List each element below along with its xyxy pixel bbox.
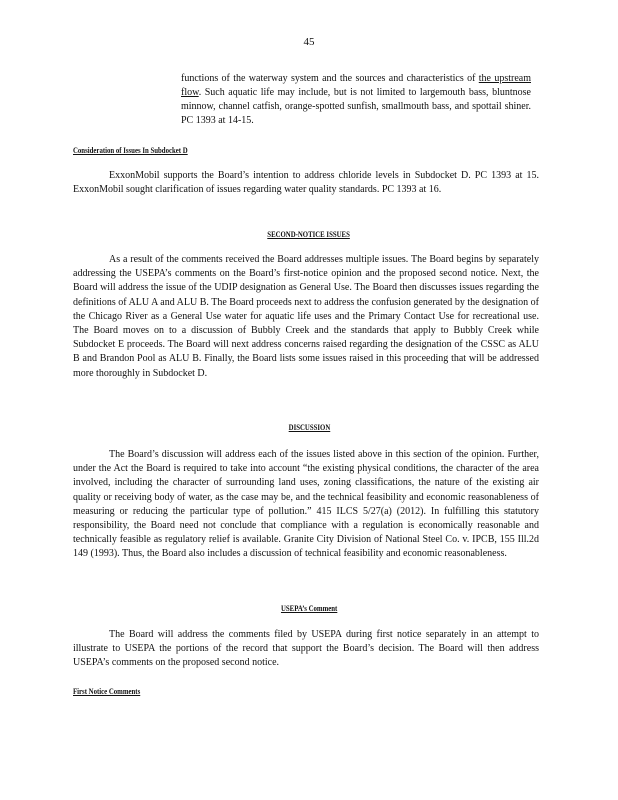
quote-underlined-text: the upstream flow: [181, 73, 531, 98]
block-quote: [181, 72, 531, 128]
heading-second-notice: [0, 230, 618, 239]
paragraph-discussion: The Board’s discussion will address each of the issues listed above in this section of the opinion. Further, under the Act the Board is required to take into account “the existing physical conditions, the character of the area involved, including the character of surrounding land uses, zoning classifications, the nature of the existing air quality or receiving body of water, as the case may be, and the technical feasibility and economic reasonableness of measuring or reducing the particular type of pollution.” 415 ILCS 5/27(a) (2012). In fulfilling this statutory responsibility, the Board need not conclude that compliance with a regulation is economically reasonable and technically feasible as regulatory relief is available. Granite City Division of National Steel Co. v. IPCB, 155 Ill.2d 149 (1993). Thus, the Board also includes a discussion of technical feasibility and economic reasonableness.: [73, 449, 539, 560]
heading-first-notice-comments: First Notice Comments: [73, 687, 141, 696]
heading-usepa-comment: [0, 604, 618, 613]
heading-discussion: [0, 423, 618, 432]
paragraph-second-notice: As a result of the comments received the Board addresses multiple issues. The Board begins by separately addressing the USEPA’s comments on the Board’s first-notice opinion and the proposed second notice. Next, the Board will address the issue of the UDIP designation as General Use. The Board then discusses issues regarding the definitions of ALU A and ALU B. The Board proceeds next to address the confusion generated by the designation of the Chicago River as a General Use water for aquatic life uses and the Primary Contact Use for recreational use. The Board moves on to a discussion of Bubbly Creek and the standards that apply to Bubbly Creek while Subdocket E proceeds. The Board will next address concerns raised regarding the designation of the CSSC as ALU B and Brandon Pool as ALU B. Finally, the Board lists some issues raised in this proceeding that will be addressed more thoroughly in Subdocket D.: [73, 254, 539, 379]
heading-discussion-text: DISCUSSION: [288, 423, 330, 432]
paragraph-consideration: ExxonMobil supports the Board’s intention to address chloride levels in Subdocket D. PC 1393 at 15. ExxonMobil sought clarification of issues regarding water quality standards. PC 1393 at 16.: [73, 170, 539, 196]
quote-text-start: functions of the waterway system and the sources and characteristics of: [181, 73, 476, 84]
page-number: 45: [303, 36, 315, 48]
heading-usepa-comment-text: USEPA’s Comment: [280, 604, 338, 613]
heading-consideration: Consideration of Issues In Subdocket D: [73, 146, 188, 155]
heading-second-notice-text: SECOND-NOTICE ISSUES: [267, 230, 351, 239]
quote-text-end: . Such aquatic life may include, but is not limited to largemouth bass, bluntnose minnow, channel catfish, orange-spotted sunfish, smallmouth bass, and spottail shiner. PC 1393 at 14-15.: [181, 87, 531, 126]
paragraph-usepa: The Board will address the comments filed by USEPA during first notice separately in an attempt to illustrate to USEPA the portions of the record that support the Board’s decision. The Board will then address USEPA’s comments on the proposed second notice.: [73, 629, 539, 669]
